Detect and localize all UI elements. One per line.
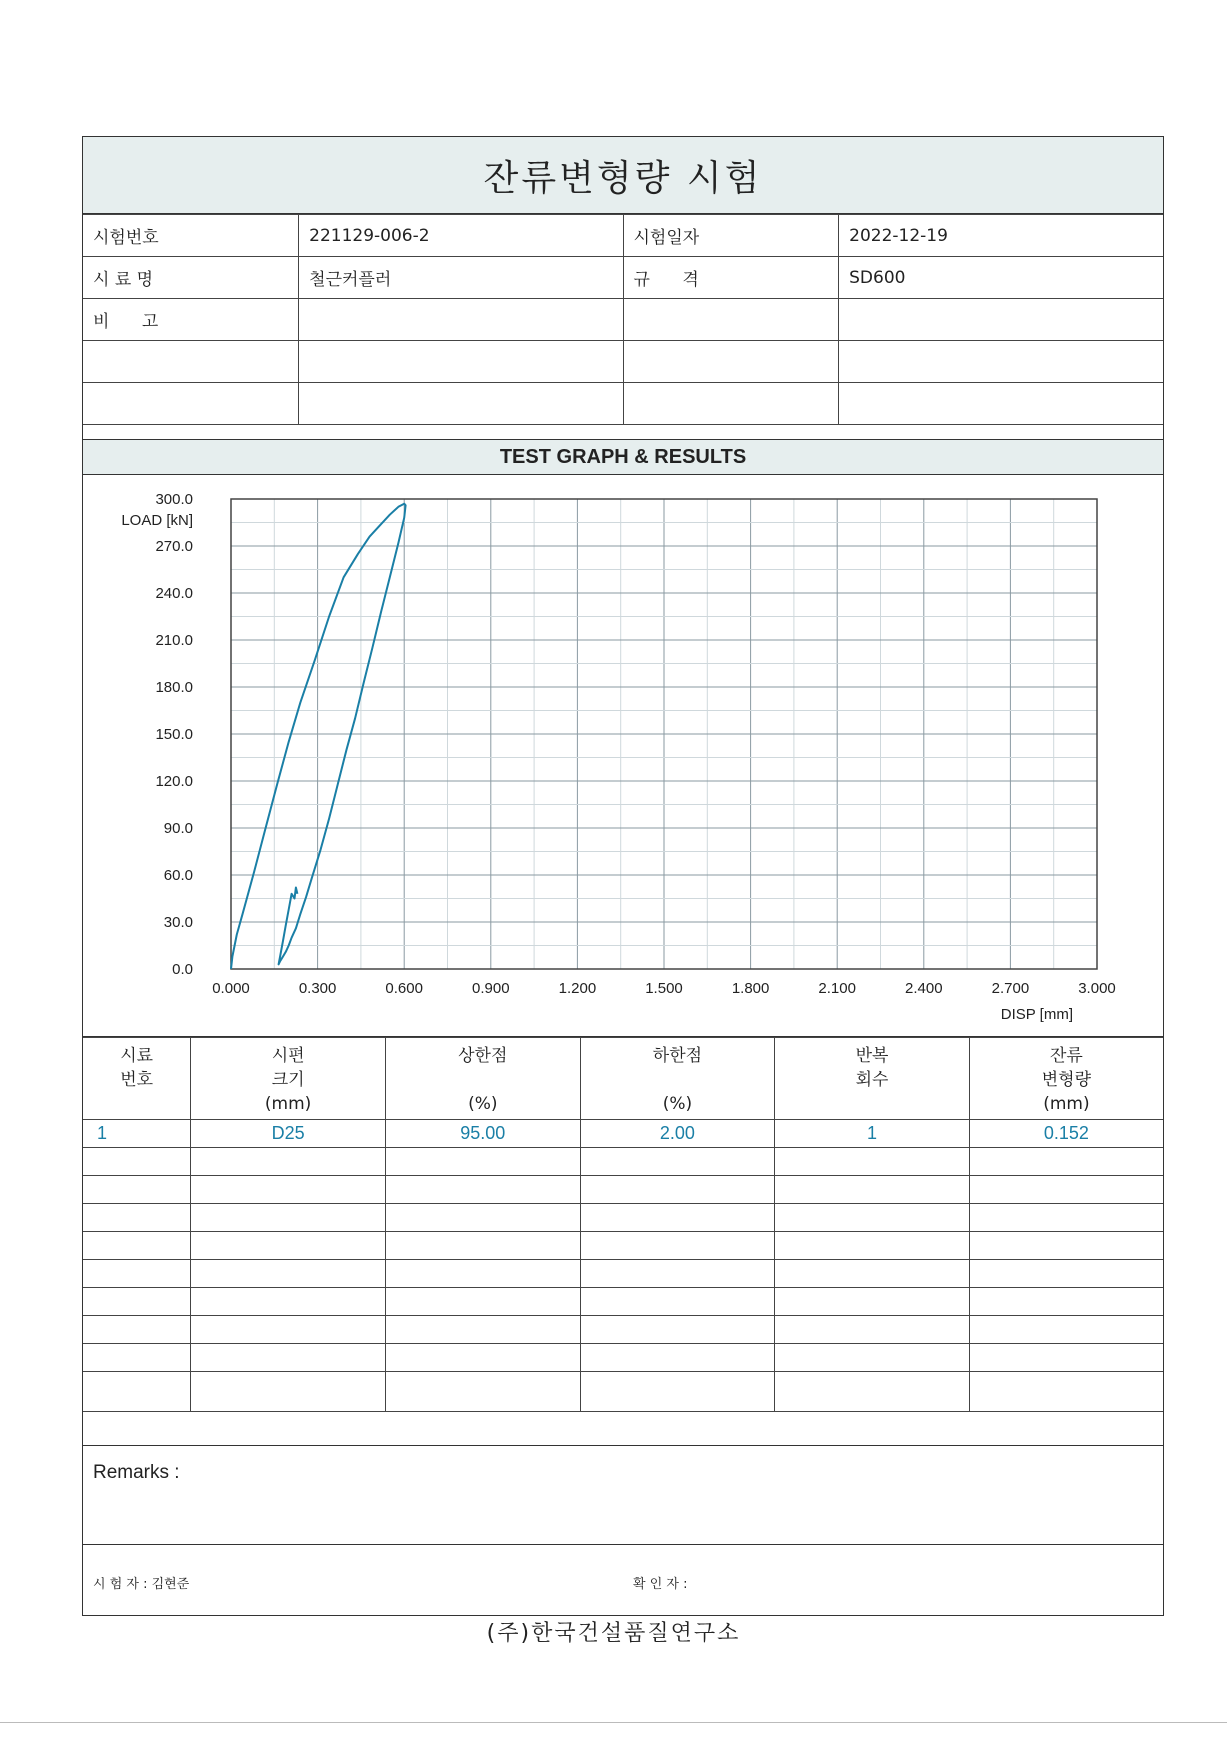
x-tick-label: 0.900: [472, 980, 510, 997]
header-cell: [385, 1038, 580, 1120]
results-empty-row: [83, 1344, 1163, 1372]
header-cell: [83, 1038, 191, 1120]
load-displacement-curve: [231, 504, 406, 969]
y-axis-label: LOAD [kN]: [121, 512, 193, 529]
confirmer-label: 확 인 자 :: [633, 1577, 688, 1592]
info-cell: [83, 341, 299, 383]
y-tick-label: 60.0: [163, 867, 193, 884]
remarks-label: Remarks :: [93, 1462, 180, 1483]
results-empty-row: [83, 1148, 1163, 1176]
header-line: 변형량: [1041, 1070, 1092, 1090]
bottom-rule: [0, 1722, 1227, 1723]
info-row: [83, 341, 1163, 383]
y-tick-label: 210.0: [155, 632, 193, 649]
info-value: [839, 299, 1163, 341]
header-line: [581, 1068, 775, 1092]
x-tick-label: 2.700: [991, 980, 1030, 997]
info-row: [83, 215, 1163, 257]
info-cell: [839, 383, 1163, 425]
y-tick-label: 240.0: [155, 585, 193, 602]
y-tick-label: 120.0: [155, 773, 193, 790]
x-tick-label: 2.100: [818, 980, 856, 997]
section-title: TEST GRAPH & RESULTS: [499, 445, 747, 468]
results-empty-row: [83, 1372, 1163, 1412]
header-line: 잔류: [1049, 1046, 1083, 1066]
x-tick-label: 1.800: [731, 980, 770, 997]
y-tick-label: 180.0: [155, 679, 193, 696]
info-row: [83, 383, 1163, 425]
specimen-size: D25: [191, 1120, 386, 1148]
results-empty-row: [83, 1288, 1163, 1316]
header-unit: (%): [468, 1094, 498, 1114]
x-tick-label: 1.200: [558, 980, 597, 997]
y-tick-label: 0.0: [172, 961, 193, 978]
header-line: [386, 1068, 580, 1092]
info-row: [83, 299, 1163, 341]
y-tick-label: 300.0: [155, 491, 193, 508]
x-axis-label: DISP [mm]: [1000, 1006, 1073, 1023]
x-tick-label: 1.500: [645, 980, 683, 997]
header-line: 상한점: [458, 1046, 508, 1066]
x-tick-label: 0.600: [385, 980, 423, 997]
y-tick-label: 90.0: [163, 820, 193, 837]
info-label: 시 료 명: [83, 257, 299, 299]
results-empty-row: [83, 1204, 1163, 1232]
header-unit: (%): [662, 1094, 693, 1114]
info-cell: [623, 341, 839, 383]
repetitions: 1: [775, 1120, 970, 1148]
header-line: 시편: [271, 1046, 305, 1066]
graph-area: [83, 475, 1163, 1037]
header-line: 반복: [855, 1046, 889, 1066]
upper-limit: 95.00: [385, 1120, 580, 1148]
info-cell: [299, 341, 623, 383]
info-label: 시험일자: [623, 215, 839, 257]
y-tick-label: 30.0: [163, 914, 193, 931]
report-frame: [82, 136, 1164, 1616]
header-unit: (mm): [1043, 1094, 1090, 1114]
header-line: 크기: [271, 1070, 305, 1090]
results-empty-row: [83, 1260, 1163, 1288]
info-label: 규 격: [623, 257, 839, 299]
header-line: 번호: [120, 1070, 154, 1090]
organization-name: (주)한국건설품질연구소: [486, 1621, 741, 1646]
x-tick-label: 2.400: [905, 980, 943, 997]
header-cell: [580, 1038, 775, 1120]
info-value: 철근커플러: [299, 257, 623, 299]
header-cell: [191, 1038, 386, 1120]
info-label: [623, 299, 839, 341]
info-cell: [839, 341, 1163, 383]
results-table: [83, 1037, 1163, 1412]
x-tick-label: 0.300: [298, 980, 337, 997]
x-tick-label: 3.000: [1078, 980, 1116, 997]
y-tick-label: 270.0: [155, 538, 193, 555]
results-header-row: [83, 1038, 1163, 1120]
info-label: 비 고: [83, 299, 299, 341]
info-cell: [299, 383, 623, 425]
header-cell: [775, 1038, 970, 1120]
results-data-row: [83, 1120, 1163, 1148]
info-value: 221129-006-2: [299, 215, 623, 257]
header-line: 하한점: [652, 1046, 703, 1066]
section-title-bar: [83, 439, 1163, 475]
sample-number: 1: [83, 1120, 191, 1148]
report-title-bar: [83, 137, 1163, 214]
info-value: [299, 299, 623, 341]
lower-limit: 2.00: [580, 1120, 775, 1148]
info-value: 2022-12-19: [839, 215, 1163, 257]
header-cell: [969, 1038, 1163, 1120]
info-value: SD600: [839, 257, 1163, 299]
header-unit: (mm): [264, 1094, 312, 1114]
x-tick-label: 0.000: [212, 980, 250, 997]
results-empty-row: [83, 1176, 1163, 1204]
info-row: [83, 257, 1163, 299]
info-cell: [83, 383, 299, 425]
y-tick-label: 150.0: [155, 726, 193, 743]
info-cell: [623, 383, 839, 425]
header-line: 회수: [855, 1070, 889, 1090]
load-displacement-chart: [83, 475, 1163, 1035]
report-title: 잔류변형량 시험: [483, 157, 763, 199]
header-line: 시료: [120, 1046, 154, 1066]
info-label: 시험번호: [83, 215, 299, 257]
remarks-box: [83, 1445, 1163, 1545]
results-empty-row: [83, 1316, 1163, 1344]
results-empty-row: [83, 1232, 1163, 1260]
tester-label: 시 험 자 : 김현준: [93, 1577, 190, 1592]
residual-deformation: 0.152: [969, 1120, 1163, 1148]
info-table: [83, 214, 1163, 425]
